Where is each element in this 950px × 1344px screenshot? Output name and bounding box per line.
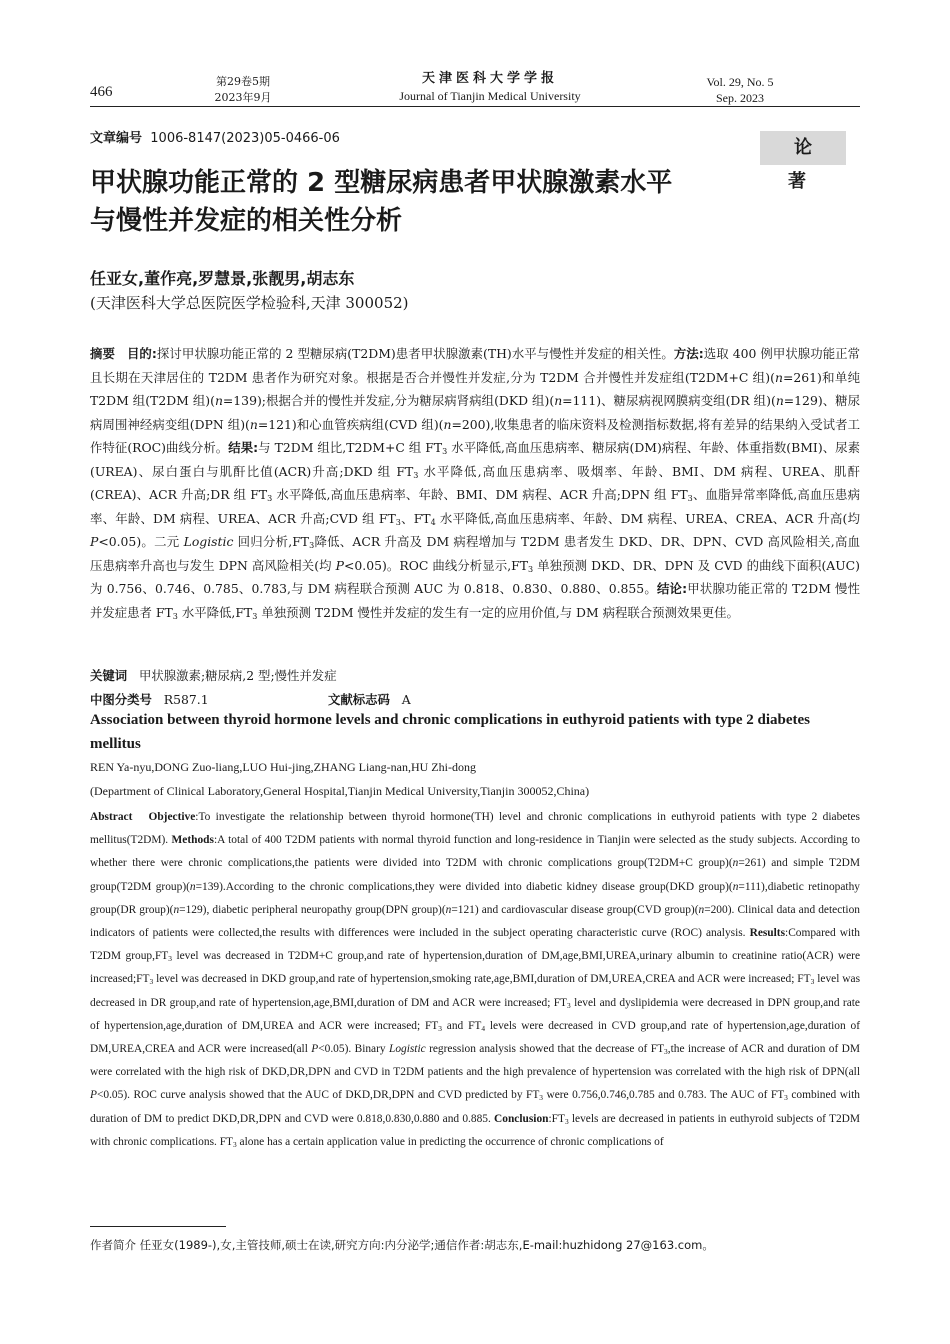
ft-symbol: FT [553,996,568,1009]
document-code [328,690,411,708]
results-text-en: regression analysis showed that the decrease of [425,1043,651,1056]
results-text-en: level was decreased in DR group,and rate of hypertension,age,BMI,duration of DM and ACR were increased; [90,973,861,1009]
methods-text-cn: 选取 400 例甲状腺功能正常且长期在天津居住的 T2DM 患者作为研究对象。根据是否合并慢性并发症,分为 T2DM 合并慢性并发症组(T2DM+C 组)( [90,346,861,385]
title-cn-line2: 与慢性并发症的相关性分析 [90,206,403,236]
abstract-en [90,806,860,1154]
methods-text-en: =111),diabetic retinopathy group(DR group)( [90,880,860,916]
methods-text-cn: =139);根据合并的慢性并发症,分为糖尿病肾病组(DKD 组)( [222,393,555,408]
title-cn-line1: 甲状腺功能正常的 2 型糖尿病患者甲状腺激素水平 [90,168,673,198]
results-text-cn: 、 [400,510,414,526]
results-text-en: :Compared with T2DM group, [90,927,860,963]
results-text-cn: 单独预测 DKD、DR、DPN 及 CVD 的曲线下面积(AUC)为 0.756、0.746、0.785、0.783,与 DM 病程联合预测 AUC 为 0.818、0.830、0.880、0.855。 [90,557,860,596]
subscript: 3 [168,954,172,964]
results-text-cn: 水平降低,高血压患病率、年龄、DM 病程、UREA、CREA、ACR 升高(均 [439,510,860,526]
classification-cn [90,690,860,708]
results-text-cn: 、血脂异常率降低,高血压患病率、年龄、DM 病程、UREA、ACR 升高;CVD 组 [90,487,860,526]
objective-label-cn: 目的: [126,346,157,361]
ft-symbol: FT [154,950,169,963]
n-symbol: n [249,416,258,432]
ft-symbol: FT [770,1089,785,1102]
footnote-divider [90,1226,226,1227]
conclusion-text-en: levels are decreased in patients in euthyroid subjects of T2DM with chronic complications. [90,1112,860,1148]
results-text-en: level was decreased in T2DM+C group,and rate of hypertension,duration of DM,age,BMI,UREA,urinary albumin to creatinine ratio(ACR) were increased; [90,950,861,986]
logistic-term: Logistic [388,1043,426,1056]
authors-cn: 任亚女,董作亮,罗慧景,张靓男,胡志东 [90,269,355,288]
results-text-en: <0.05). Binary [318,1043,389,1056]
methods-text-cn: =121)和心血管疾病组(CVD 组)( [257,416,444,432]
results-text-cn: <0.05)。二元 [98,534,184,549]
journal-title-cn: 天津医科大学学报 [421,71,558,86]
keywords-cn [90,666,860,684]
n-symbol: n [554,393,563,408]
subscript: 3 [438,1023,442,1033]
results-text-cn: 与 T2DM 组比,T2DM+C 组 [258,440,426,455]
results-label-cn: 结果: [228,440,259,455]
p-symbol: P [311,1043,319,1056]
document-code-label: 文献标志码 [328,692,390,707]
n-symbol: n [775,393,784,408]
objective-text-en: :To investigate the relationship between thyroid hormone(TH) level and chronic complications in euthyroid patients with type 2 diabetes mellitus(T2DM). [90,811,860,847]
authors-en: REN Ya-nyu,DONG Zuo-liang,LUO Hui-jing,ZHANG Liang-nan,HU Zhi-dong [90,760,476,774]
section-badge: 论 著 [760,131,846,165]
subscript: 3 [233,1139,237,1149]
n-symbol: n [774,369,783,385]
methods-text-en: :A total of 400 T2DM patients with normal thyroid function and long-residence in Tianjin were selected as the study subjects. According to whether there were chronic complications,the patients were divided into T2DM with chronic complications group(T2DM+C group)( [90,834,860,870]
n-symbol: n [189,880,196,893]
subscript: 3 [784,1093,788,1103]
results-text-cn: <0.05)。ROC 曲线分析显示, [344,557,512,573]
subscript: 3 [442,447,448,456]
n-symbol: n [732,880,739,893]
results-text-en: level was decreased in DKD group,and rate of hypertension,smoking rate,age,BMI,duration of DM,UREA,CREA and ACR were increased; [153,973,798,986]
methods-text-en: =129), diabetic peripheral neuropathy group(DPN group)( [179,903,446,916]
results-text-cn: 水平降低,高血压患病率、糖尿病(DM)病程、年龄、体重指数(BMI)、尿素(UREA)、尿白蛋白与肌酐比值(ACR)升高;DKD 组 [90,440,860,479]
date-en: Sep. 2023 [716,91,764,105]
abstract-en-label: Abstract [90,811,133,823]
methods-label-cn: 方法: [673,346,704,361]
results-text-en: and [441,1019,469,1032]
logistic-term: Logistic [183,534,234,549]
subscript: 3 [539,1093,543,1103]
classification-label: 中图分类号 [90,692,152,707]
affiliation-cn: (天津医科大学总医院医学检验科,天津 300052) [90,294,409,312]
subscript: 3 [528,564,534,574]
subscript: 3 [564,1116,569,1126]
header-divider [90,106,860,107]
footnote: 作者简介 任亚女(1989-),女,主管技师,硕士在读,研究方向:内分泌学;通信作者:胡志东,E-mail:huzhidong 27@163.com。 [90,1238,714,1252]
ft-symbol: FT [650,1043,665,1056]
methods-text-en: =139).According to the chronic complications,they were divided into diabetic kidney disease group(DKD group)( [195,880,733,893]
methods-text-cn: =200),收集患者的临床资料及检测指标数据,将有差异的结果纳入受试者工作特征(ROC)曲线分析。 [90,416,861,455]
volume-en: Vol. 29, No. 5 [706,75,774,89]
ft-symbol: FT [136,973,150,986]
date-cn: 2023年9月 [214,91,272,104]
subscript: 3 [687,494,693,503]
p-symbol: P [335,557,345,573]
n-symbol: n [445,903,452,916]
article-number [90,127,340,146]
ft-symbol: FT [292,534,310,549]
objective-text-cn: 探讨甲状腺功能正常的 2 型糖尿病(T2DM)患者甲状腺激素(TH)水平与慢性并发症的相关性。 [156,346,674,361]
methods-text-en: =121) and cardiovascular disease group(CVD group)( [451,903,699,916]
affiliation-en: (Department of Clinical Laboratory,General Hospital,Tianjin Medical University,Tianjin 300052,China) [90,784,590,798]
results-text-cn: 水平降低,高血压患病率、年龄、BMI、DM 病程、ACR 升高;DPN 组 [276,487,671,502]
conclusion-text-en: alone has a certain application value in predicting the occurrence of chronic complications of [236,1135,664,1148]
subscript: 3 [172,611,178,621]
ft-symbol: FT [413,510,431,526]
results-text-cn: 水平降低,高血压患病率、吸烟率、年龄、BMI、DM 病程、UREA、肌酐(CREA)、ACR 升高;DR 组 [90,463,860,502]
article-number-value: 1006-8147(2023)05-0466-06 [150,131,340,146]
subscript: 3 [149,977,154,987]
subscript: 4 [430,517,436,527]
ft-symbol: FT [219,1135,233,1148]
ft-symbol: FT [396,463,414,479]
p-symbol: P [90,1089,97,1102]
volume-info-en [690,74,790,106]
objective-label-en: Objective [148,811,196,823]
abstract-cn-label: 摘要 [90,346,115,361]
conclusion-text-cn: 单独预测 T2DM 慢性并发症的发生有一定的应用价值,与 DM 病程联合预测效果更佳。 [261,604,739,620]
ft-symbol: FT [797,973,811,986]
keywords-cn-text: 甲状腺激素;糖尿病,2 型;慢性并发症 [139,668,337,683]
subscript: 3 [810,977,815,987]
methods-text-cn: =261)和单纯 T2DM 组(T2DM 组)( [90,369,860,408]
n-symbol: n [732,857,739,870]
conclusion-label-en: Conclusion [494,1112,549,1125]
subscript: 4 [481,1023,486,1033]
methods-label-en: Methods [171,834,214,847]
classification-value: R587.1 [163,692,209,707]
n-symbol: n [698,903,705,916]
ft-symbol: FT [235,604,253,620]
n-symbol: n [173,903,180,916]
p-symbol: P [90,534,99,549]
subscript: 3 [413,470,419,480]
conclusion-label-cn: 结论: [656,581,688,596]
conclusion-text-en: : [548,1112,552,1125]
methods-text-cn: =111)、糖尿病视网膜病变组(DR 组)( [562,393,776,408]
keywords-cn-label: 关键词 [90,668,128,683]
title-cn [90,164,770,240]
results-text-en: levels were decreased in CVD group,and rate of hypertension,age,duration of DM,UREA,CREA and ACR were increased(all [90,1019,860,1056]
title-en: Association between thyroid hormone levels and chronic complications in euthyroid patients with type 2 diabetes mellitus [90,712,811,752]
conclusion-text-cn: 甲状腺功能正常的 T2DM 慢性并发症患者 [90,581,860,620]
results-text-cn: 降低、ACR 升高及 DM 病程增加与 T2DM 患者发生 DKD、DR、DPN、CVD 高风险相关,高血压患病率升高也与发生 DPN 高风险相关(均 [90,534,860,573]
volume-info-cn [198,74,288,106]
subscript: 3 [395,517,401,527]
methods-text-cn: =129)、糖尿病周围神经病变组(DPN 组)( [90,393,861,432]
methods-text-en: =200). Clinical data and detection indicators of patients were collected,the results with differences were included in the subject operating characteristic curve (ROC) analysis. [90,903,860,940]
subscript: 3 [664,1046,668,1056]
ft-symbol: FT [670,487,688,502]
methods-text-en: =261) and simple T2DM group(T2DM group)( [90,857,860,893]
ft-symbol: FT [511,557,529,573]
results-text-cn: 回归分析, [233,534,293,549]
results-label-en: Results [749,927,786,940]
article-number-label: 文章编号 [90,131,143,146]
ft-symbol: FT [424,1019,439,1032]
volume-cn: 第29卷5期 [216,75,270,88]
ft-symbol: FT [526,1089,540,1102]
page-number: 466 [90,84,113,100]
ft-symbol: FT [378,510,396,526]
subscript: 3 [309,541,315,550]
results-text-en: level and dyslipidemia were decreased in DPN group,and rate of hypertension,age,duration of DM,UREA and ACR were increased; [90,996,860,1032]
journal-title-en: Journal of Tianjin Medical University [399,89,581,103]
ft-symbol: FT [551,1112,565,1125]
ft-symbol: FT [155,604,173,620]
results-text-en: <0.05). ROC curve analysis showed that the AUC of DKD,DR,DPN and CVD predicted by [96,1089,526,1102]
ft-symbol: FT [425,440,443,455]
results-text-en: combined with duration of DM to predict DKD,DR,DPN and CVD were 0.818,0.830,0.880 and 0.885. [90,1089,860,1125]
journal-title [360,70,620,104]
n-symbol: n [443,416,452,432]
results-text-en: were 0.756,0.746,0.785 and 0.783. The AUC of [543,1089,771,1102]
abstract-cn [90,342,860,624]
subscript: 3 [567,1000,571,1010]
document-code-value: A [401,692,411,707]
n-symbol: n [214,393,223,408]
subscript: 3 [267,494,273,503]
ft-symbol: FT [250,487,268,502]
ft-symbol: FT [468,1019,482,1032]
subscript: 3 [252,611,258,621]
conclusion-text-cn: 水平降低, [181,604,236,620]
results-text-en: ,the increase of ACR and duration of DM were correlated with the high risk of DKD,DR,DPN and CVD in T2DM patients and the high prevalence of hypertension was correlated with the high risk of DPN(all [90,1043,860,1079]
